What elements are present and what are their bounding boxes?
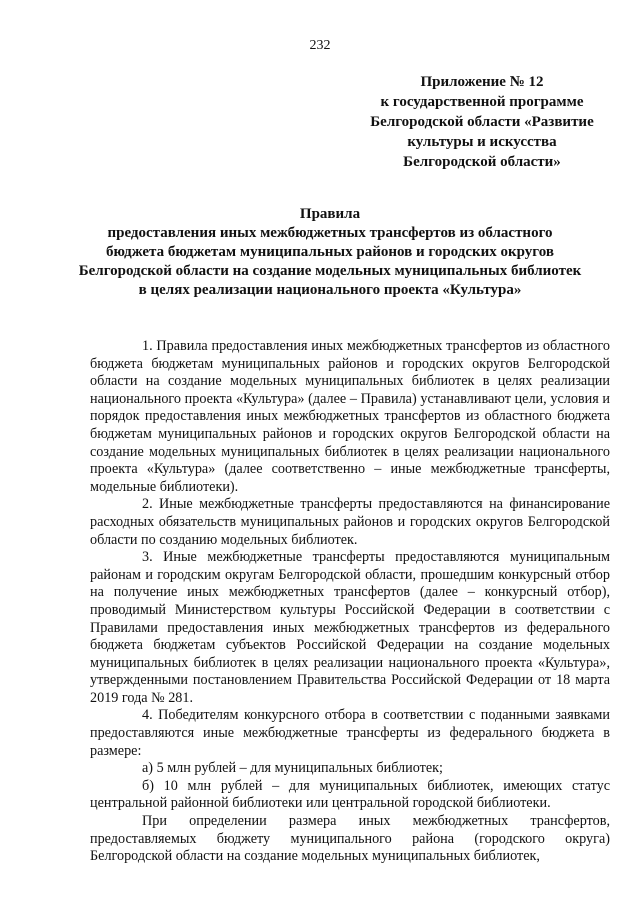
appendix-line: культуры и искусства bbox=[407, 134, 557, 150]
appendix-header bbox=[352, 72, 612, 172]
list-item-b: б) 10 млн рублей – для муниципальных библиотек, имеющих статус центральной районной библиотеки или центральной городской библиотеки. bbox=[90, 777, 610, 812]
title-line: бюджета бюджетам муниципальных районов и городских округов bbox=[106, 244, 554, 260]
list-item-a: а) 5 млн рублей – для муниципальных библиотек; bbox=[142, 760, 443, 777]
document-body bbox=[90, 338, 610, 866]
paragraph-1: 1. Правила предоставления иных межбюджетных трансфертов из областного бюджета бюджетам муниципальных районов и городских округов Белгородской области на создание модельных муниципальных библиотек в целях реализации национального проекта «Культура» (далее – Правила) устанавливают цели, условия и порядок предоставления иных межбюджетных трансфертов из областного бюджета бюджетам муниципальных районов и городских округов Белгородской области на создание модельных муниципальных библиотек в целях реализации национального проекта «Культура» (далее соответственно – иные межбюджетные трансферты, модельные библиотеки). bbox=[90, 338, 610, 495]
paragraph-3: 3. Иные межбюджетные трансферты предоставляются муниципальным районам и городским округам Белгородской области, прошедшим конкурсный отбор на получение иных межбюджетных трансфертов (далее – конкурсный отбор), проводимый Министерством культуры Российской Федерации в соответствии с Правилами предоставления иных межбюджетных трансфертов из федерального бюджета бюджетам субъектов Российской Федерации на создание модельных муниципальных библиотек в целях реализации национального проекта «Культура», утвержденными постановлением Правительства Российской Федерации от 18 марта 2019 года № 281. bbox=[90, 549, 610, 706]
appendix-line: Белгородской области «Развитие bbox=[370, 114, 594, 130]
appendix-line: Белгородской области» bbox=[403, 154, 561, 170]
paragraph-4: 4. Победителям конкурсного отбора в соответствии с поданными заявками предоставляются иные межбюджетные трансферты из федерального бюджета в размере: bbox=[90, 707, 610, 759]
appendix-line: к государственной программе bbox=[380, 94, 584, 110]
title-heading: Правила bbox=[299, 206, 361, 222]
appendix-line: Приложение № 12 bbox=[420, 74, 544, 90]
title-line: Белгородской области на создание модельных муниципальных библиотек bbox=[78, 263, 582, 279]
paragraph-5: При определении размера иных межбюджетных трансфертов, предоставляемых бюджету муниципального района (городского округа) Белгородской области на создание модельных муниципальных библиотек, bbox=[90, 813, 610, 865]
document-title bbox=[70, 205, 590, 300]
page-number: 232 bbox=[309, 38, 331, 53]
paragraph-2: 2. Иные межбюджетные трансферты предоставляются на финансирование расходных обязательств муниципальных районов и городских округов Белгородской области по созданию модельных библиотек. bbox=[90, 496, 610, 548]
title-line: в целях реализации национального проекта «Культура» bbox=[138, 282, 522, 298]
title-line: предоставления иных межбюджетных трансфертов из областного bbox=[107, 225, 553, 241]
